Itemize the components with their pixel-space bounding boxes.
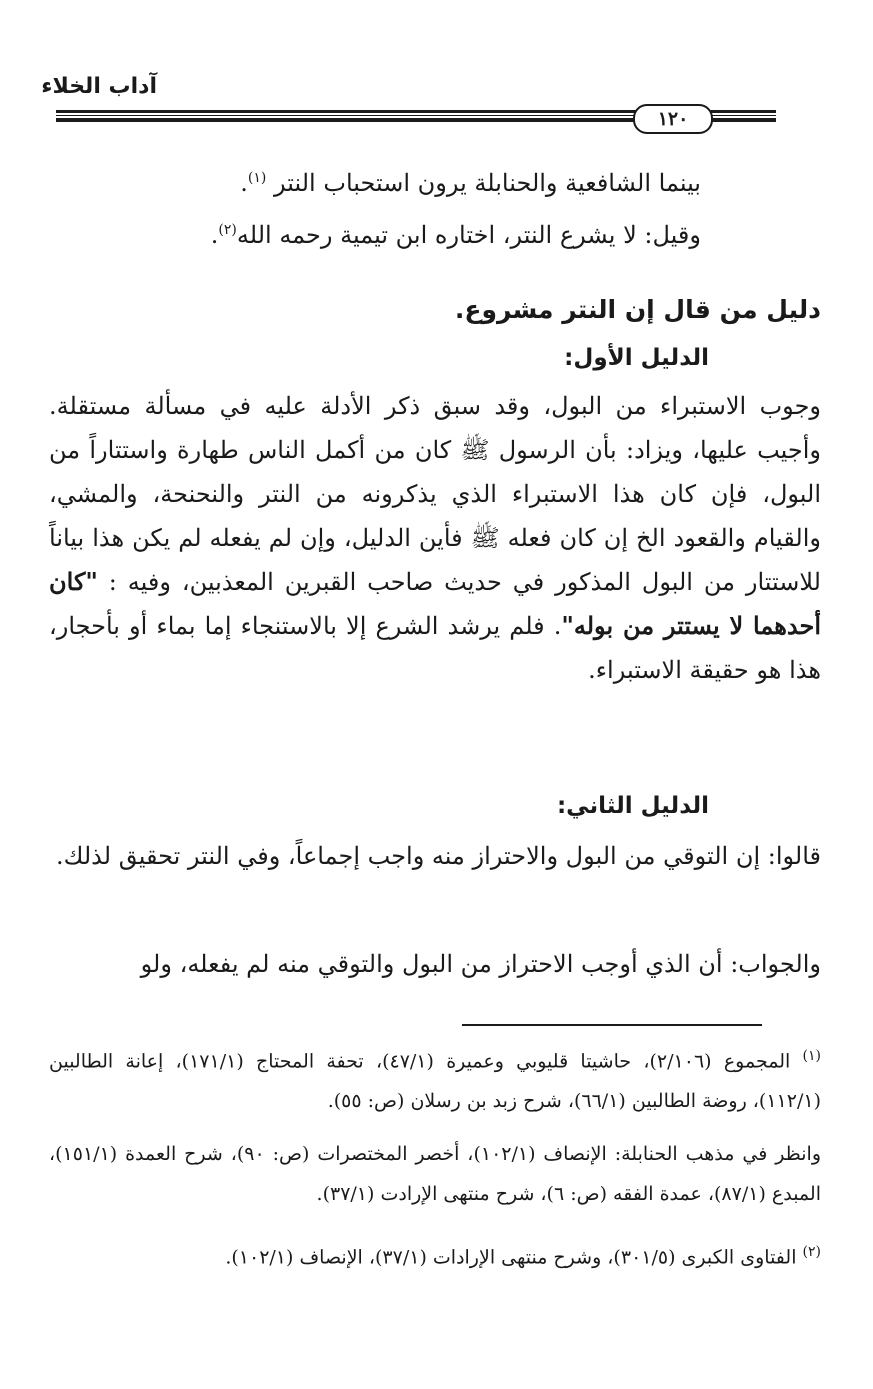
body-line-1	[240, 160, 701, 201]
footnote-ref-1: (١)	[247, 170, 267, 186]
running-title: آداب الخلاء	[41, 74, 157, 99]
footnote-1	[49, 1036, 821, 1121]
footnote-separator	[462, 1024, 762, 1026]
footnote-2	[49, 1232, 821, 1277]
first-proof-heading: الدليل الأول:	[564, 345, 709, 371]
body-line-2-text: وقيل: لا يشرع النتر، اختاره ابن تيمية رحمه الله	[236, 221, 701, 249]
body-line-2-end: .	[210, 221, 219, 249]
second-proof-paragraph: قالوا: إن التوقي من البول والاحتراز منه واجب إجماعاً، وفي النتر تحقيق لذلك.	[55, 842, 821, 870]
body-line-1-end: .	[240, 169, 248, 197]
footnote-1-marker: (١)	[802, 1048, 822, 1064]
footnote-2-marker: (٢)	[802, 1244, 821, 1260]
body-line-1-text: بينما الشافعية والحنابلة يرون استحباب النتر	[274, 169, 701, 197]
body-line-2	[211, 212, 701, 253]
footnote-2-text: الفتاوى الكبرى (٣٠١/٥)، وشرح منتهى الإرادات (٣٧/١)، الإنصاف (١٠٢/١).	[225, 1246, 797, 1269]
first-proof-text-b: . فلم يرشد الشرع إلا بالاستنجاء إما بماء أو بأحجار، هذا هو حقيقة الاستبراء.	[49, 612, 821, 684]
second-proof-heading: الدليل الثاني:	[556, 793, 709, 819]
hadith-quote: "كان أحدهما لا يستتر من بوله"	[49, 567, 821, 640]
first-proof-paragraph	[49, 384, 821, 692]
section-heading: دليل من قال إن النتر مشروع.	[454, 295, 821, 324]
footnote-1-continued: وانظر في مذهب الحنابلة: الإنصاف (١٠٢/١)، أخصر المختصرات (ص: ٩٠)، شرح العمدة (١٥١/١)، المبدع (٨٧/١)، عمدة الفقه (ص: ٦)، شرح منتهى الإرادت (٣٧/١).	[49, 1143, 822, 1205]
answer-paragraph: والجواب: أن الذي أوجب الاحتراز من البول والتوقي منه لم يفعله، ولو	[140, 950, 821, 978]
footnote-1-text: المجموع (٢/١٠٦)، حاشيتا قليوبي وعميرة (٤٧/١)، تحفة المحتاج (١٧١/١)، إعانة الطالبين (١١٢/١)، روضة الطالبين (٦٦/١)، شرح زبد بن رسلان (ص: ٥٥).	[49, 1050, 821, 1113]
footnote-ref-2: (٢)	[218, 222, 237, 238]
first-proof-text-a: وجوب الاستبراء من البول، وقد سبق ذكر الأدلة عليه في مسألة مستقلة. وأجيب عليها، ويزاد: بأن الرسول ﷺ كان من أكمل الناس طهارة واستتاراً من البول، فإن كان هذا الاستبراء الذي يذكرونه من النتر والنحنحة، والمشي، والقيام والقعود الخ إن كان فعله ﷺ فأين الدليل، وإن لم يفعله لم يكن هذا بياناً للاستتار من البول المذكور في حديث صاحب القبرين المعذبين، وفيه :	[49, 392, 821, 596]
page-number: ١٢٠	[633, 104, 713, 134]
